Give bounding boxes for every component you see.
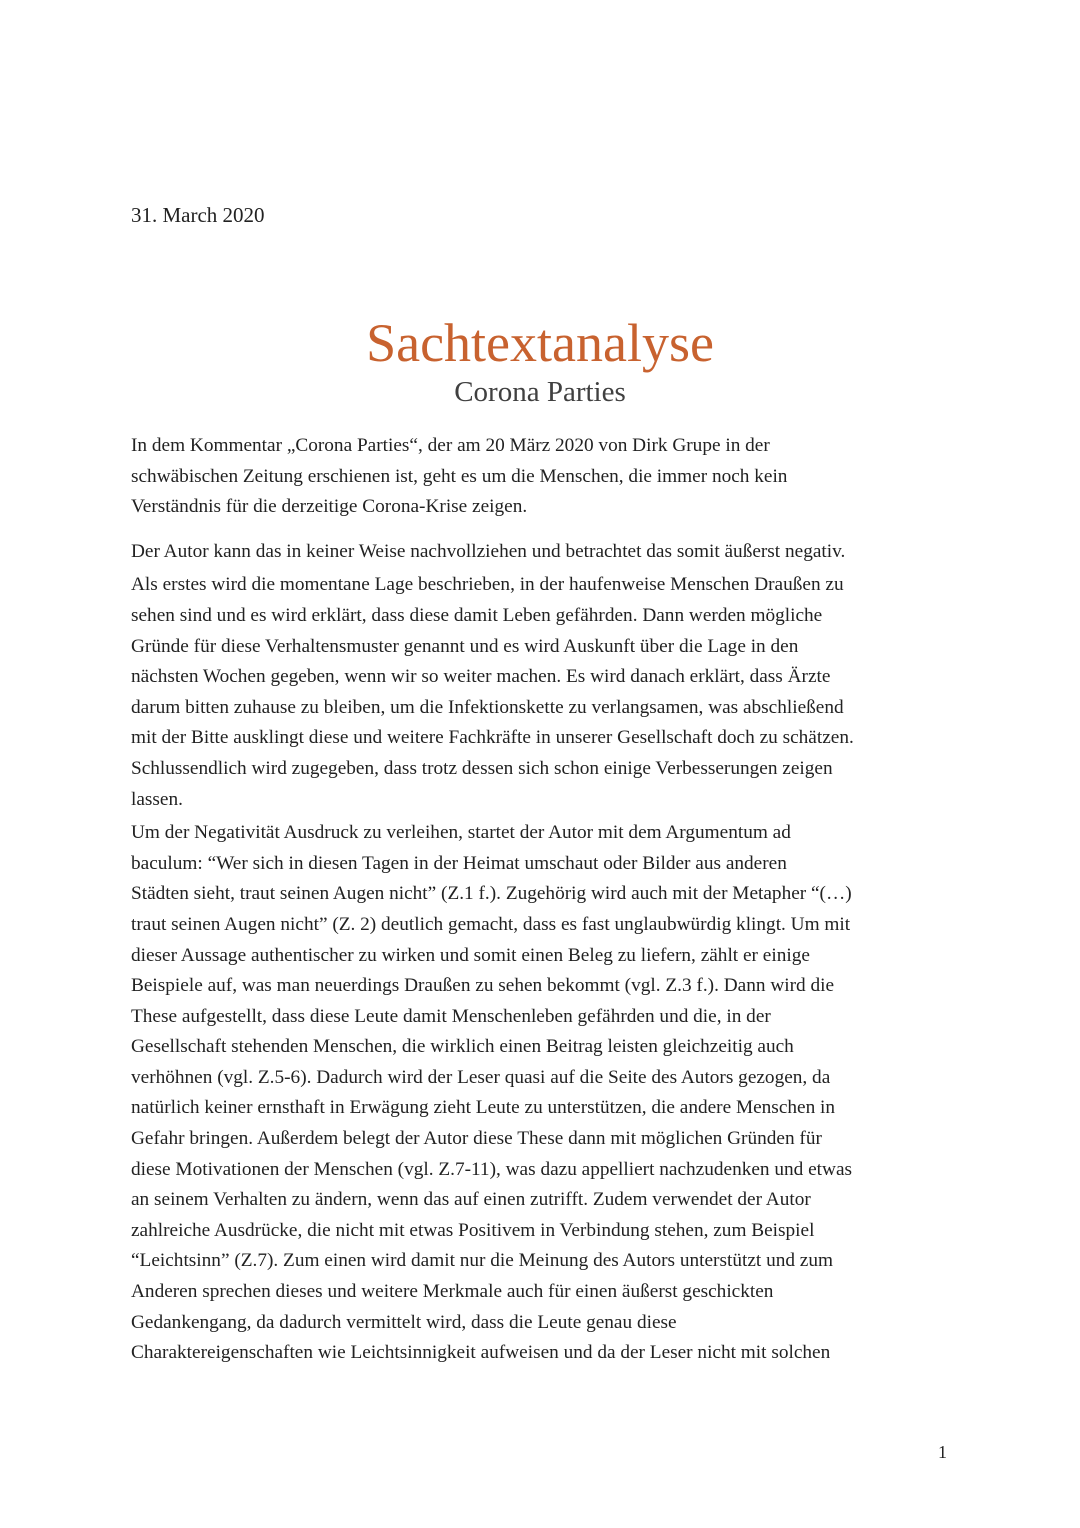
- text-line: Gefahr bringen. Außerdem belegt der Autor diese These dann mit möglichen Gründen für: [131, 1128, 822, 1150]
- text-line: In dem Kommentar „Corona Parties“, der am 20 März 2020 von Dirk Grupe in der: [131, 435, 770, 456]
- page-number: 1: [938, 1442, 947, 1462]
- text-line: mit der Bitte ausklingt diese und weitere Fachkräfte in unserer Gesellschaft doch zu schätzen.: [131, 727, 854, 749]
- text-line: Beispiele auf, was man neuerdings Draußen zu sehen bekommt (vgl. Z.3 f.). Dann wird die: [131, 975, 835, 997]
- text-line: lassen.: [131, 788, 183, 810]
- text-line: verhöhnen (vgl. Z.5-6). Dadurch wird der Leser quasi auf die Seite des Autors gezogen, da: [131, 1066, 831, 1088]
- text-line: These aufgestellt, dass diese Leute damit Menschenleben gefährden und die, in der: [131, 1005, 771, 1027]
- text-line: nächsten Wochen gegeben, wenn wir so weiter machen. Es wird danach erklärt, dass Ärzte: [131, 666, 831, 688]
- text-line: Charaktereigenschaften wie Leichtsinnigkeit aufweisen und da der Leser nicht mit solchen: [131, 1342, 831, 1364]
- text-line: dieser Aussage authentischer zu wirken und somit einen Beleg zu liefern, zählt er einige: [131, 944, 810, 966]
- text-line: zahlreiche Ausdrücke, die nicht mit etwas Positivem in Verbindung stehen, zum Beispiel: [131, 1219, 815, 1241]
- text-line: Als erstes wird die momentane Lage beschrieben, in der haufenweise Menschen Draußen zu: [131, 574, 844, 596]
- text-line: Gesellschaft stehenden Menschen, die wirklich einen Beitrag leisten gleichzeitig auch: [131, 1036, 794, 1058]
- text-line: Schlussendlich wird zugegeben, dass trotz dessen sich schon einige Verbesserungen zeigen: [131, 757, 833, 779]
- text-line: Gedankengang, da dadurch vermittelt wird, dass die Leute genau diese: [131, 1311, 677, 1333]
- document-body: [131, 431, 961, 1383]
- text-line: darum bitten zuhause zu bleiben, um die Infektionskette zu verlangsamen, was abschließend: [131, 696, 844, 718]
- text-line: traut seinen Augen nicht” (Z. 2) deutlich gemacht, dass es fast unglaubwürdig klingt. Um mit: [131, 913, 851, 935]
- text-line: Um der Negativität Ausdruck zu verleihen, startet der Autor mit dem Argumentum ad: [131, 822, 791, 844]
- text-line: an seinem Verhalten zu ändern, wenn das auf einen zutrifft. Zudem verwendet der Autor: [131, 1189, 811, 1211]
- text-line: Verständnis für die derzeitige Corona-Krise zeigen.: [131, 496, 528, 518]
- document-subtitle: Corona Parties: [454, 376, 626, 408]
- document-title: Sachtextanalyse: [366, 313, 714, 373]
- text-line: sehen sind und es wird erklärt, dass diese damit Leben gefährden. Dann werden mögliche: [131, 604, 823, 626]
- text-line: Der Autor kann das in keiner Weise nachvollziehen und betrachtet das somit äußerst negativ.: [131, 540, 846, 562]
- paragraph-summary: [131, 570, 961, 815]
- text-line: Anderen sprechen dieses und weitere Merkmale auch für einen äußerst geschickten: [131, 1281, 774, 1303]
- text-line: Städten sieht, traut seinen Augen nicht” (Z.1 f.). Zugehörig wird auch mit der Metapher “(…): [131, 883, 852, 905]
- paragraph-author-position: [131, 537, 961, 568]
- text-line: schwäbischen Zeitung erschienen ist, geht es um die Menschen, die immer noch kein: [131, 465, 788, 487]
- text-line: “Leichtsinn” (Z.7). Zum einen wird damit nur die Meinung des Autors unterstützt und zum: [131, 1250, 834, 1272]
- text-line: natürlich keiner ernsthaft in Erwägung zieht Leute zu unterstützen, die andere Menschen in: [131, 1097, 836, 1119]
- text-line: baculum: “Wer sich in diesen Tagen in der Heimat umschaut oder Bilder aus anderen: [131, 852, 787, 874]
- text-line: diese Motivationen der Menschen (vgl. Z.7-11), was dazu appelliert nachzudenken und etwas: [131, 1158, 853, 1180]
- paragraph-intro: [131, 431, 961, 523]
- paragraph-analysis: [131, 818, 961, 1369]
- document-date: 31. March 2020: [131, 203, 265, 227]
- text-line: Gründe für diese Verhaltensmuster genannt und es wird Auskunft über die Lage in den: [131, 635, 799, 657]
